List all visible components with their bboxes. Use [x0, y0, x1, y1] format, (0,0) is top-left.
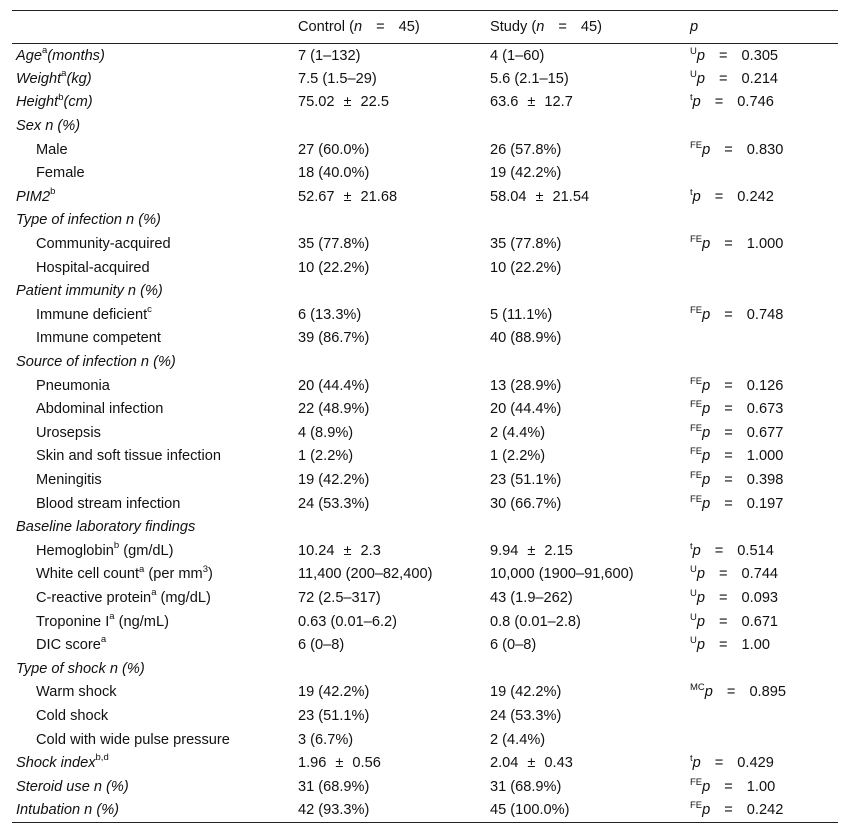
row-label: Immune competent	[36, 330, 161, 347]
p-value: $^{FE}$p = 0.673	[690, 399, 784, 418]
row-dic	[12, 633, 838, 657]
control-value: 11,400 (200–82,400)	[298, 566, 433, 583]
row-hemoglobin	[12, 539, 838, 563]
study-value: 45 (100.0%)	[486, 799, 686, 823]
row-weight	[12, 67, 838, 91]
study-value: 2.04 ± 0.43	[490, 755, 573, 772]
study-value: 6 (0–8)	[490, 637, 537, 654]
row-immunity	[12, 279, 838, 303]
row-label: Hospital-acquired	[36, 259, 150, 276]
study-value: 2 (4.4%)	[490, 731, 546, 748]
row-label: Age$^a$(months)	[16, 44, 105, 64]
control-value: 1.96 ± 0.56	[298, 755, 381, 772]
control-value: 10.24 ± 2.3	[298, 542, 381, 559]
row-type-infection	[12, 209, 838, 233]
study-value: 58.04 ± 21.54	[490, 188, 590, 205]
row-label: Shock index$^{b,d}$	[16, 752, 109, 772]
row-troponine	[12, 610, 838, 634]
row-label: Abdominal infection	[36, 401, 164, 418]
row-hospital	[12, 256, 838, 280]
section-label: Type of infection n (%)	[16, 212, 161, 229]
p-value: $^{FE}$p = 0.126	[690, 375, 784, 394]
study-value: 19 (42.2%)	[490, 684, 562, 701]
row-steroid	[12, 775, 838, 799]
row-label: Weight$^a$(kg)	[16, 68, 92, 87]
row-female	[12, 161, 838, 185]
row-label: C-reactive protein$^a$ (mg/dL)	[36, 587, 211, 606]
p-value: $^t$p = 0.514	[690, 540, 774, 559]
study-value: 9.94 ± 2.15	[490, 542, 573, 559]
control-value: 7.5 (1.5–29)	[298, 70, 377, 87]
p-value: $^{FE}$p = 0.677	[690, 422, 784, 441]
study-value: 0.8 (0.01–2.8)	[490, 613, 581, 630]
section-label: Sex n (%)	[16, 118, 81, 135]
control-value: 31 (68.9%)	[298, 778, 370, 795]
study-value: 63.6 ± 12.7	[490, 94, 573, 111]
study-value: 35 (77.8%)	[490, 236, 562, 253]
row-label: PIM2$^b$	[16, 186, 56, 205]
row-label: DIC score$^a$	[36, 634, 107, 654]
p-value: $^{FE}$p = 1.000	[690, 446, 784, 465]
study-value: 43 (1.9–262)	[490, 589, 573, 606]
row-shock-index	[12, 751, 838, 775]
header-p: p	[686, 11, 838, 44]
control-value: 18 (40.0%)	[298, 165, 370, 182]
control-value: 19 (42.2%)	[298, 471, 370, 488]
control-value: 20 (44.4%)	[298, 377, 370, 394]
study-value: 10,000 (1900–91,600)	[490, 566, 634, 583]
study-value: 5.6 (2.1–15)	[490, 70, 569, 87]
row-label: Steroid use n (%)	[16, 778, 129, 795]
row-label: Skin and soft tissue infection	[36, 448, 221, 465]
row-meningitis	[12, 468, 838, 492]
row-community	[12, 232, 838, 256]
characteristics-table	[12, 10, 838, 823]
section-label: Baseline laboratory findings	[16, 519, 196, 536]
row-label: Male	[36, 141, 68, 158]
control-value: 42 (93.3%)	[294, 799, 486, 823]
control-value: 27 (60.0%)	[298, 141, 370, 158]
p-value: $^{FE}$p = 0.197	[690, 493, 784, 512]
row-wbc	[12, 563, 838, 587]
control-value: 22 (48.9%)	[298, 401, 370, 418]
control-value: 7 (1–132)	[298, 47, 361, 64]
header-row	[12, 11, 838, 44]
p-value: $^U$p = 0.305	[690, 45, 779, 64]
study-value: 31 (68.9%)	[490, 778, 562, 795]
row-intubation	[12, 799, 838, 823]
row-abdominal	[12, 397, 838, 421]
header-empty	[12, 11, 294, 44]
row-pim2	[12, 185, 838, 209]
row-shock-type	[12, 657, 838, 681]
control-value: 1 (2.2%)	[298, 448, 354, 465]
row-blood	[12, 492, 838, 516]
p-value: $^U$p = 0.671	[690, 611, 779, 630]
control-value: 35 (77.8%)	[298, 236, 370, 253]
row-label: Female	[36, 165, 85, 182]
p-value: $^t$p = 0.242	[690, 187, 774, 205]
row-label: Pneumonia	[36, 377, 110, 394]
p-value: $^{MC}$p = 0.895	[690, 682, 786, 701]
study-value: 24 (53.3%)	[490, 707, 562, 724]
control-value: 23 (51.1%)	[298, 707, 370, 724]
row-label: Meningitis	[36, 471, 102, 488]
p-value: $^{FE}$p = 0.748	[690, 304, 784, 323]
section-label: Source of infection n (%)	[16, 354, 176, 371]
study-value: 26 (57.8%)	[490, 141, 562, 158]
row-skin	[12, 445, 838, 469]
row-competent	[12, 327, 838, 351]
study-value: 1 (2.2%)	[490, 448, 546, 465]
p-value: $^t$p = 0.746	[690, 92, 774, 111]
control-value: 52.67 ± 21.68	[298, 188, 398, 205]
row-label: Height$^b$(cm)	[16, 91, 93, 111]
p-value: $^U$p = 0.744	[690, 564, 779, 583]
row-warm	[12, 681, 838, 705]
study-value: 30 (66.7%)	[490, 495, 562, 512]
header-control: Control (n = 45)	[294, 11, 486, 44]
study-value: 23 (51.1%)	[490, 471, 562, 488]
study-value: 40 (88.9%)	[490, 330, 562, 347]
control-value: 75.02 ± 22.5	[298, 94, 389, 111]
study-value: 20 (44.4%)	[490, 401, 562, 418]
row-label: Cold shock	[36, 707, 109, 724]
row-label: Community-acquired	[36, 236, 171, 253]
control-value: 24 (53.3%)	[298, 495, 370, 512]
p-value: $^{FE}$p = 1.00	[690, 776, 776, 795]
row-age	[12, 44, 838, 68]
row-sex	[12, 114, 838, 138]
study-value: 10 (22.2%)	[490, 259, 562, 276]
control-value: 19 (42.2%)	[298, 684, 370, 701]
control-value: 4 (8.9%)	[298, 424, 354, 441]
row-label: Blood stream infection	[36, 495, 181, 512]
p-value: $^U$p = 0.093	[690, 588, 779, 606]
study-value: 5 (11.1%)	[490, 306, 553, 323]
study-value: 2 (4.4%)	[490, 424, 546, 441]
row-pneumonia	[12, 374, 838, 398]
row-source	[12, 350, 838, 374]
row-label: Troponine $I^a$ (ng/mL)	[36, 610, 169, 630]
control-value: 6 (13.3%)	[298, 306, 362, 323]
p-value: $^U$p = 1.00	[690, 635, 770, 654]
row-label: Urosepsis	[36, 424, 101, 441]
row-deficient	[12, 303, 838, 327]
p-value: $^{FE}$p = 0.398	[690, 470, 784, 488]
p-value: $^{FE}$p = 0.830	[690, 139, 784, 158]
control-value: 3 (6.7%)	[298, 731, 354, 748]
study-value: 4 (1–60)	[490, 47, 545, 64]
row-cold-wide	[12, 728, 838, 752]
row-label: White cell count$^a$ (per $mm^3$)	[36, 563, 213, 583]
control-value: 0.63 (0.01–6.2)	[298, 613, 397, 630]
control-value: 6 (0–8)	[298, 637, 345, 654]
row-label: Cold with wide pulse pressure	[36, 731, 230, 748]
row-baseline	[12, 515, 838, 539]
header-study: Study (n = 45)	[486, 11, 686, 44]
row-crp	[12, 586, 838, 610]
section-label: Type of shock n (%)	[16, 660, 145, 677]
row-label: Immune deficient$^c$	[36, 303, 152, 323]
section-label: Patient immunity n (%)	[16, 283, 163, 300]
study-value: 13 (28.9%)	[490, 377, 562, 394]
row-male	[12, 138, 838, 162]
row-label: Warm shock	[36, 684, 117, 701]
row-height	[12, 91, 838, 115]
control-value: 10 (22.2%)	[298, 259, 370, 276]
study-value: 19 (42.2%)	[490, 165, 562, 182]
control-value: 39 (86.7%)	[298, 330, 370, 347]
control-value: 72 (2.5–317)	[298, 589, 381, 606]
p-value: $^{FE}$p = 0.242	[686, 799, 838, 823]
row-cold	[12, 704, 838, 728]
p-value: $^t$p = 0.429	[690, 753, 774, 772]
row-urosepsis	[12, 421, 838, 445]
row-label: Intubation n (%)	[12, 799, 294, 823]
p-value: $^U$p = 0.214	[690, 69, 779, 87]
row-label: Hemoglobin$^b$ (gm/dL)	[36, 539, 174, 559]
p-value: $^{FE}$p = 1.000	[690, 234, 784, 253]
